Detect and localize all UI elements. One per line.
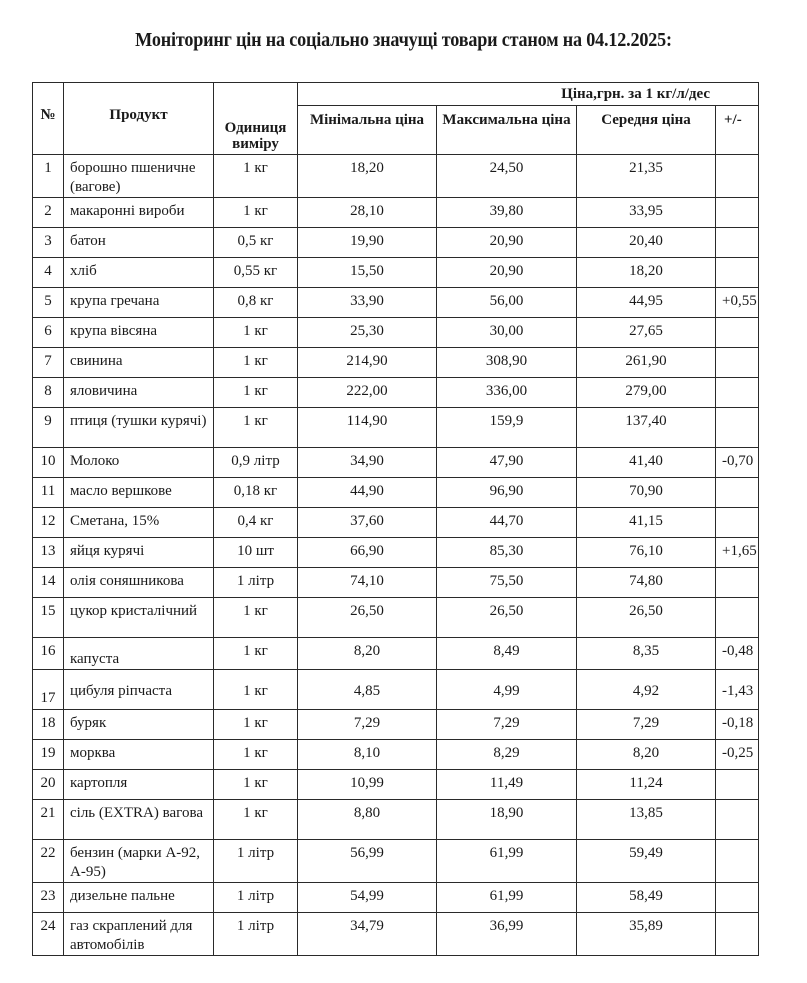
avg-price-cell: 7,29 [577, 710, 716, 740]
row-number-cell: 1 [33, 155, 64, 198]
table-row [33, 710, 759, 740]
unit-cell: 1 кг [214, 348, 298, 378]
avg-price-cell: 27,65 [577, 318, 716, 348]
table-row [33, 198, 759, 228]
price-change-cell [716, 883, 759, 913]
avg-price-cell: 261,90 [577, 348, 716, 378]
max-price-cell: 61,99 [437, 883, 577, 913]
unit-cell: 1 кг [214, 378, 298, 408]
price-change-cell [716, 318, 759, 348]
avg-price-cell: 74,80 [577, 568, 716, 598]
max-price-cell: 20,90 [437, 258, 577, 288]
row-number-cell: 24 [33, 913, 64, 956]
min-price-cell: 37,60 [298, 508, 437, 538]
avg-price-cell: 41,15 [577, 508, 716, 538]
max-price-cell: 336,00 [437, 378, 577, 408]
row-number-cell: 18 [33, 710, 64, 740]
table-row [33, 913, 759, 956]
avg-price-cell: 20,40 [577, 228, 716, 258]
min-price-cell: 44,90 [298, 478, 437, 508]
avg-price-cell: 70,90 [577, 478, 716, 508]
max-price-cell: 24,50 [437, 155, 577, 198]
row-number-cell: 4 [33, 258, 64, 288]
avg-price-cell: 26,50 [577, 598, 716, 638]
price-change-cell: -1,43 [716, 670, 759, 710]
avg-price-cell: 21,35 [577, 155, 716, 198]
table-row [33, 478, 759, 508]
max-price-cell: 11,49 [437, 770, 577, 800]
min-price-cell: 66,90 [298, 538, 437, 568]
max-price-cell: 26,50 [437, 598, 577, 638]
avg-price-cell: 41,40 [577, 448, 716, 478]
max-price-cell: 8,49 [437, 638, 577, 670]
unit-cell: 0,55 кг [214, 258, 298, 288]
price-change-cell [716, 378, 759, 408]
product-name-cell: буряк [64, 710, 214, 740]
unit-cell: 1 літр [214, 840, 298, 883]
unit-cell: 1 кг [214, 800, 298, 840]
table-row [33, 258, 759, 288]
row-number-cell: 17 [33, 670, 64, 710]
row-number-cell: 2 [33, 198, 64, 228]
avg-price-cell: 13,85 [577, 800, 716, 840]
table-row [33, 638, 759, 670]
price-change-cell [716, 408, 759, 448]
avg-price-cell: 58,49 [577, 883, 716, 913]
table-body [33, 155, 759, 956]
header-number: № [33, 83, 64, 155]
price-table [32, 82, 759, 956]
header-unit: Одиниця виміру [214, 83, 298, 155]
price-change-cell [716, 598, 759, 638]
product-name-cell: крупа вівсяна [64, 318, 214, 348]
price-change-cell: +0,55 [716, 288, 759, 318]
unit-cell: 1 кг [214, 598, 298, 638]
max-price-cell: 75,50 [437, 568, 577, 598]
row-number-cell: 8 [33, 378, 64, 408]
unit-cell: 1 літр [214, 883, 298, 913]
unit-cell: 1 кг [214, 638, 298, 670]
unit-cell: 1 кг [214, 670, 298, 710]
product-name-cell: газ скраплений для автомобілів [64, 913, 214, 956]
price-change-cell: +1,65 [716, 538, 759, 568]
price-change-cell [716, 508, 759, 538]
header-avg-price: Середня ціна [577, 106, 716, 155]
avg-price-cell: 4,92 [577, 670, 716, 710]
product-name-cell: яловичина [64, 378, 214, 408]
min-price-cell: 214,90 [298, 348, 437, 378]
max-price-cell: 47,90 [437, 448, 577, 478]
table-row [33, 538, 759, 568]
product-name-cell: сіль (EXTRA) вагова [64, 800, 214, 840]
table-row [33, 408, 759, 448]
price-change-cell [716, 840, 759, 883]
product-name-cell: птиця (тушки курячі) [64, 408, 214, 448]
row-number-cell: 13 [33, 538, 64, 568]
price-change-cell [716, 913, 759, 956]
product-name-cell: бензин (марки А-92, А-95) [64, 840, 214, 883]
avg-price-cell: 33,95 [577, 198, 716, 228]
price-change-cell [716, 258, 759, 288]
row-number-cell: 15 [33, 598, 64, 638]
unit-cell: 1 кг [214, 408, 298, 448]
unit-cell: 1 кг [214, 155, 298, 198]
table-row [33, 800, 759, 840]
price-change-cell [716, 155, 759, 198]
unit-cell: 0,18 кг [214, 478, 298, 508]
table-row [33, 568, 759, 598]
min-price-cell: 34,90 [298, 448, 437, 478]
price-change-cell [716, 198, 759, 228]
max-price-cell: 39,80 [437, 198, 577, 228]
price-change-cell [716, 568, 759, 598]
avg-price-cell: 35,89 [577, 913, 716, 956]
min-price-cell: 56,99 [298, 840, 437, 883]
max-price-cell: 308,90 [437, 348, 577, 378]
max-price-cell: 4,99 [437, 670, 577, 710]
row-number-cell: 19 [33, 740, 64, 770]
table-row [33, 883, 759, 913]
price-change-cell: -0,48 [716, 638, 759, 670]
product-name-cell: Сметана, 15% [64, 508, 214, 538]
row-number-cell: 7 [33, 348, 64, 378]
table-row [33, 770, 759, 800]
min-price-cell: 7,29 [298, 710, 437, 740]
product-name-cell: батон [64, 228, 214, 258]
unit-cell: 1 кг [214, 710, 298, 740]
min-price-cell: 18,20 [298, 155, 437, 198]
avg-price-cell: 59,49 [577, 840, 716, 883]
min-price-cell: 222,00 [298, 378, 437, 408]
avg-price-cell: 11,24 [577, 770, 716, 800]
table-row [33, 318, 759, 348]
min-price-cell: 19,90 [298, 228, 437, 258]
price-change-cell [716, 478, 759, 508]
product-name-cell: картопля [64, 770, 214, 800]
min-price-cell: 8,10 [298, 740, 437, 770]
table-row [33, 228, 759, 258]
min-price-cell: 33,90 [298, 288, 437, 318]
product-name-cell: свинина [64, 348, 214, 378]
min-price-cell: 8,20 [298, 638, 437, 670]
row-number-cell: 16 [33, 638, 64, 670]
row-number-cell: 3 [33, 228, 64, 258]
table-row [33, 598, 759, 638]
row-number-cell: 11 [33, 478, 64, 508]
min-price-cell: 28,10 [298, 198, 437, 228]
avg-price-cell: 279,00 [577, 378, 716, 408]
price-change-cell [716, 800, 759, 840]
row-number-cell: 14 [33, 568, 64, 598]
product-name-cell: хліб [64, 258, 214, 288]
max-price-cell: 85,30 [437, 538, 577, 568]
max-price-cell: 36,99 [437, 913, 577, 956]
avg-price-cell: 8,20 [577, 740, 716, 770]
unit-cell: 0,9 літр [214, 448, 298, 478]
unit-cell: 0,4 кг [214, 508, 298, 538]
max-price-cell: 61,99 [437, 840, 577, 883]
unit-cell: 10 шт [214, 538, 298, 568]
product-name-cell: морква [64, 740, 214, 770]
product-name-cell: масло вершкове [64, 478, 214, 508]
price-change-cell: -0,70 [716, 448, 759, 478]
product-name-cell: цибуля ріпчаста [64, 670, 214, 710]
max-price-cell: 20,90 [437, 228, 577, 258]
row-number-cell: 21 [33, 800, 64, 840]
unit-cell: 1 літр [214, 913, 298, 956]
min-price-cell: 25,30 [298, 318, 437, 348]
price-change-cell [716, 770, 759, 800]
row-number-cell: 23 [33, 883, 64, 913]
unit-cell: 1 кг [214, 318, 298, 348]
avg-price-cell: 76,10 [577, 538, 716, 568]
price-change-cell [716, 348, 759, 378]
row-number-cell: 10 [33, 448, 64, 478]
price-change-cell: -0,18 [716, 710, 759, 740]
max-price-cell: 56,00 [437, 288, 577, 318]
product-name-cell: яйця курячі [64, 538, 214, 568]
min-price-cell: 74,10 [298, 568, 437, 598]
table-row [33, 670, 759, 710]
price-change-cell: -0,25 [716, 740, 759, 770]
product-name-cell: крупа гречана [64, 288, 214, 318]
table-row [33, 840, 759, 883]
unit-cell: 1 кг [214, 198, 298, 228]
row-number-cell: 20 [33, 770, 64, 800]
min-price-cell: 4,85 [298, 670, 437, 710]
min-price-cell: 10,99 [298, 770, 437, 800]
unit-cell: 1 кг [214, 740, 298, 770]
max-price-cell: 96,90 [437, 478, 577, 508]
max-price-cell: 7,29 [437, 710, 577, 740]
min-price-cell: 8,80 [298, 800, 437, 840]
max-price-cell: 30,00 [437, 318, 577, 348]
min-price-cell: 54,99 [298, 883, 437, 913]
max-price-cell: 8,29 [437, 740, 577, 770]
avg-price-cell: 44,95 [577, 288, 716, 318]
row-number-cell: 12 [33, 508, 64, 538]
min-price-cell: 114,90 [298, 408, 437, 448]
product-name-cell: капуста [64, 638, 214, 670]
avg-price-cell: 137,40 [577, 408, 716, 448]
header-product: Продукт [64, 83, 214, 155]
product-name-cell: цукор кристалічний [64, 598, 214, 638]
document-title: Моніторинг цін на соціально значущі товари станом на 04.12.2025: [135, 30, 672, 51]
unit-cell: 1 літр [214, 568, 298, 598]
max-price-cell: 159,9 [437, 408, 577, 448]
unit-cell: 0,5 кг [214, 228, 298, 258]
min-price-cell: 26,50 [298, 598, 437, 638]
header-price-group: Ціна,грн. за 1 кг/л/дес [298, 83, 759, 106]
unit-cell: 0,8 кг [214, 288, 298, 318]
product-name-cell: борошно пшеничне (вагове) [64, 155, 214, 198]
product-name-cell: олія соняшникова [64, 568, 214, 598]
table-row [33, 155, 759, 198]
row-number-cell: 9 [33, 408, 64, 448]
avg-price-cell: 8,35 [577, 638, 716, 670]
table-row [33, 348, 759, 378]
table-row [33, 288, 759, 318]
min-price-cell: 15,50 [298, 258, 437, 288]
table-row [33, 508, 759, 538]
price-change-cell [716, 228, 759, 258]
header-change: +/- [716, 106, 759, 155]
max-price-cell: 44,70 [437, 508, 577, 538]
header-min-price: Мінімальна ціна [298, 106, 437, 155]
row-number-cell: 5 [33, 288, 64, 318]
row-number-cell: 22 [33, 840, 64, 883]
table-row [33, 448, 759, 478]
row-number-cell: 6 [33, 318, 64, 348]
max-price-cell: 18,90 [437, 800, 577, 840]
min-price-cell: 34,79 [298, 913, 437, 956]
avg-price-cell: 18,20 [577, 258, 716, 288]
header-max-price: Максимальна ціна [437, 106, 577, 155]
table-row [33, 378, 759, 408]
product-name-cell: макаронні вироби [64, 198, 214, 228]
product-name-cell: Молоко [64, 448, 214, 478]
product-name-cell: дизельне пальне [64, 883, 214, 913]
table-row [33, 740, 759, 770]
unit-cell: 1 кг [214, 770, 298, 800]
